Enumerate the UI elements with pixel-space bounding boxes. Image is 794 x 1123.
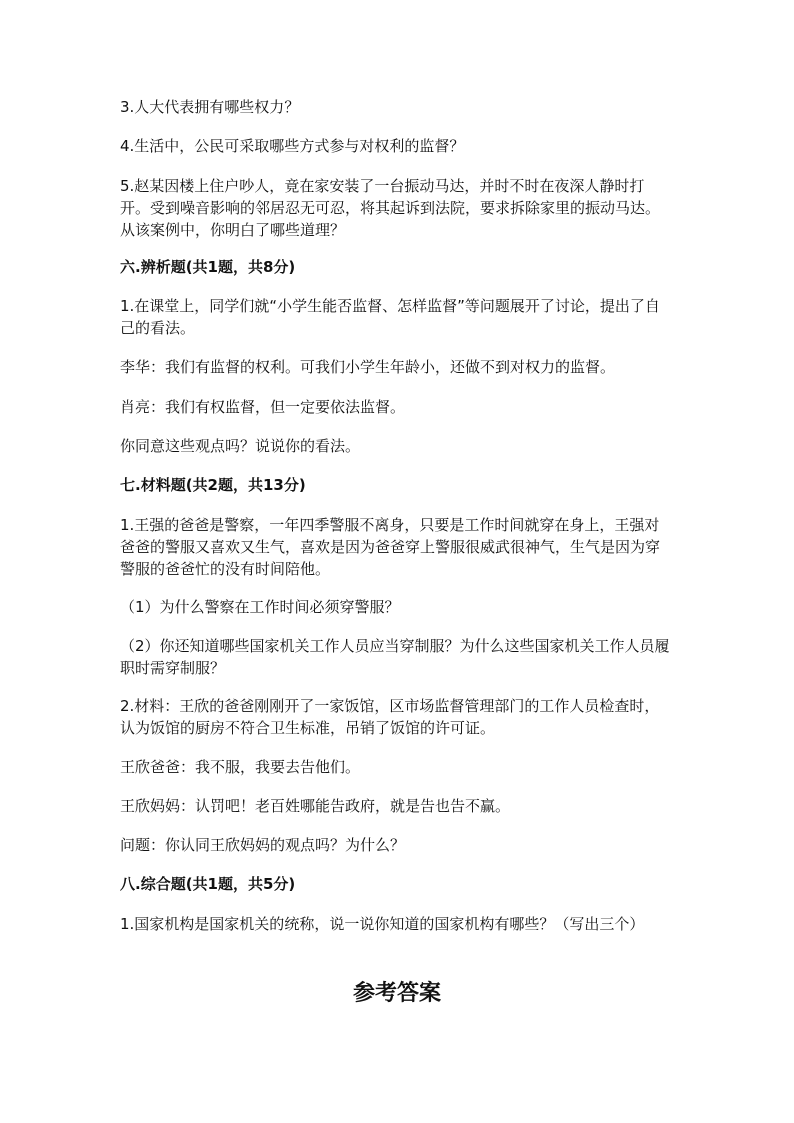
section-7-material-1: 1.王强的爸爸是警察，一年四季警服不离身，只要是工作时间就穿在身上，王强对爸爸的警服又喜欢又生气，喜欢是因为爸爸穿上警服很威武很神气，生气是因为穿警服的爸爸忙的没有时间陪他。 bbox=[120, 516, 661, 578]
section-7-dialogue-mother: 王欣妈妈：认罚吧！老百姓哪能告政府，就是告也告不赢。 bbox=[120, 797, 511, 815]
section-7-dialogue-father: 王欣爸爸：我不服，我要去告他们。 bbox=[120, 758, 361, 776]
section-7-question: 问题：你认同王欣妈妈的观点吗？为什么？ bbox=[120, 836, 406, 854]
section-8-heading: 八.综合题(共1题，共5分) bbox=[120, 875, 296, 893]
section-8-question-1: 1.国家机构是国家机关的统称，说一说你知道的国家机构有哪些？（写出三个） bbox=[120, 915, 645, 933]
section-6-question-1: 1.在课堂上，同学们就“小学生能否监督、怎样监督”等问题展开了讨论，提出了自己的看法。 bbox=[120, 297, 660, 337]
section-6-opinion-xiaoliang: 肖亮：我们有权监督，但一定要依法监督。 bbox=[120, 398, 406, 416]
section-6-opinion-lihua: 李华：我们有监督的权利。可我们小学生年龄小，还做不到对权力的监督。 bbox=[120, 358, 616, 376]
question-4-text: 4.生活中，公民可采取哪些方式参与对权利的监督？ bbox=[120, 137, 465, 155]
section-7-subquestion-1: （1）为什么警察在工作时间必须穿警服？ bbox=[120, 598, 400, 616]
section-6-prompt: 你同意这些观点吗？说说你的看法。 bbox=[120, 437, 361, 455]
section-7-material-2: 2.材料：王欣的爸爸刚刚开了一家饭馆，区市场监督管理部门的工作人员检查时，认为饭馆的厨房不符合卫生标准，吊销了饭馆的许可证。 bbox=[120, 697, 660, 737]
answer-title: 参考答案 bbox=[352, 981, 441, 1006]
question-3-text: 3.人大代表拥有哪些权力？ bbox=[120, 98, 300, 116]
section-7-subquestion-2: （2）你还知道哪些国家机关工作人员应当穿制服？为什么这些国家机关工作人员履职时需穿制服？ bbox=[120, 637, 670, 677]
section-6-heading: 六.辨析题(共1题，共8分) bbox=[120, 258, 296, 276]
section-7-heading: 七.材料题(共2题，共13分) bbox=[120, 476, 306, 494]
question-5-text: 5.赵某因楼上住户吵人，竟在家安装了一台振动马达，并时不时在夜深人静时打开。受到噪音影响的邻居忍无可忍，将其起诉到法院，要求拆除家里的振动马达。从该案例中，你明白了哪些道理？ bbox=[120, 177, 661, 239]
